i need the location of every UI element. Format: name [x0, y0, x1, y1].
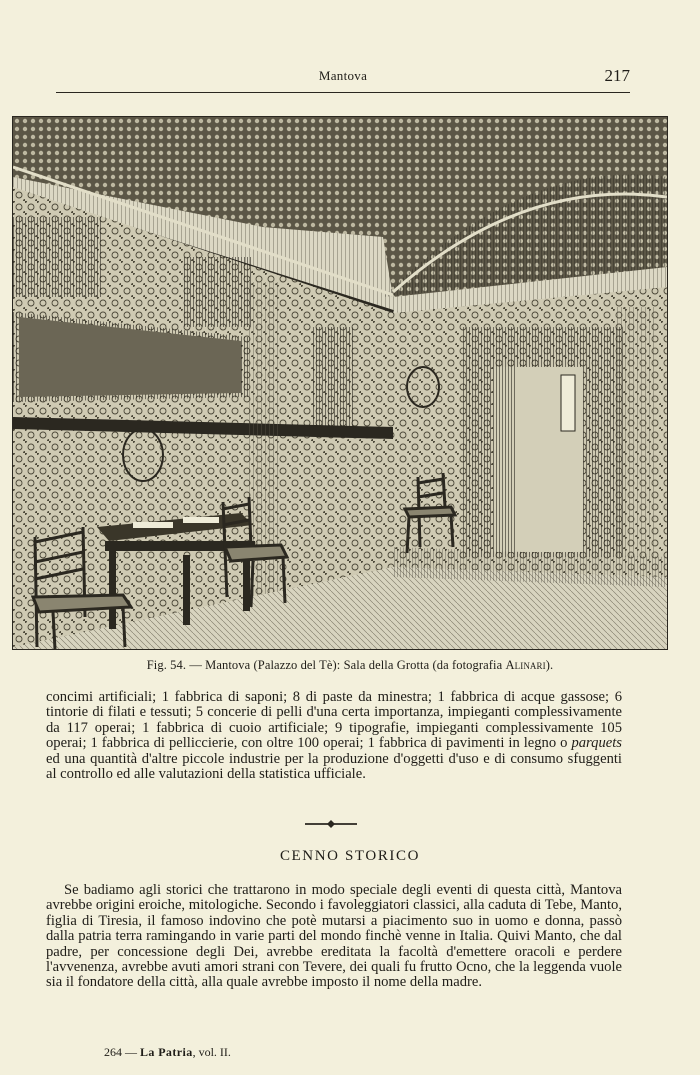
footer-prefix: 264 —: [104, 1045, 140, 1059]
paragraph-industries: [46, 690, 622, 782]
paragraph1-end: ed una quantità d'altre piccole industrie per la produzione d'oggetti d'uso e di consumo sfuggenti al controllo ed alle valutazioni della statistica ufficiale.: [46, 750, 622, 783]
paragraph2-text: Se badiamo agli storici che trattarono in modo speciale degli eventi di questa città, Mantova avrebbe origini eroiche, mitologiche. Secondo i favoleggiatori classici, alla caduta di Tebe, Manto, figlia di Tiresia, il famoso indovino che potè mutarsi a piacimento suo in uomo e donna, passò dalla patria terra ramingando in varie parti del mondo finchè venne in Italia. Quivi Manto, che dal padre, per concessione degli Dei, avrebbe ereditata la facoltà d'emettere oracoli e perdere l'avvenenza, avrebbe avuti amori strani con Tevere, dei quali fu frutto Ocno, che la leggenda vuole sia il fondatore della città, alla quale avrebbe imposto il nome della madre.: [46, 882, 622, 991]
footer-title: La Patria: [140, 1045, 193, 1059]
section-ornament: [303, 819, 359, 829]
page-number: 217: [604, 66, 630, 85]
paragraph1-italic: parquets: [571, 735, 622, 752]
running-title: Mantova: [318, 68, 368, 83]
header-rule: [56, 92, 630, 93]
page-footer-signature: [104, 1045, 231, 1060]
caption-main: Fig. 54. — Mantova (Palazzo del Tè): Sala della Grotta (da fotografia: [146, 658, 506, 672]
paragraph1-text: concimi artificiali; 1 fabbrica di saponi; 8 di paste da minestra; 1 fabbrica di acque gassose; 6 tintorie di filati e tessuti; 5 concerie di pelli d'una certa importanza, impieganti complessivamente da 117 operai; 1 fabbrica di cuoio artificiale; 9 tipografie, impieganti complessivamente 105 operai; 1 fabbrica di pelliccierie, con oltre 100 operai; 1 fabbrica di pavimenti in legno o: [46, 689, 622, 752]
caption-end: ).: [545, 658, 554, 672]
page-header: [56, 66, 630, 94]
paragraph-history: [46, 883, 622, 991]
section-heading: CENNO STORICO: [279, 848, 421, 864]
engraving-illustration: [12, 116, 668, 650]
figure-caption: [0, 658, 700, 673]
caption-credit: Alinari: [505, 658, 546, 672]
footer-volume: , vol. II.: [192, 1045, 231, 1059]
